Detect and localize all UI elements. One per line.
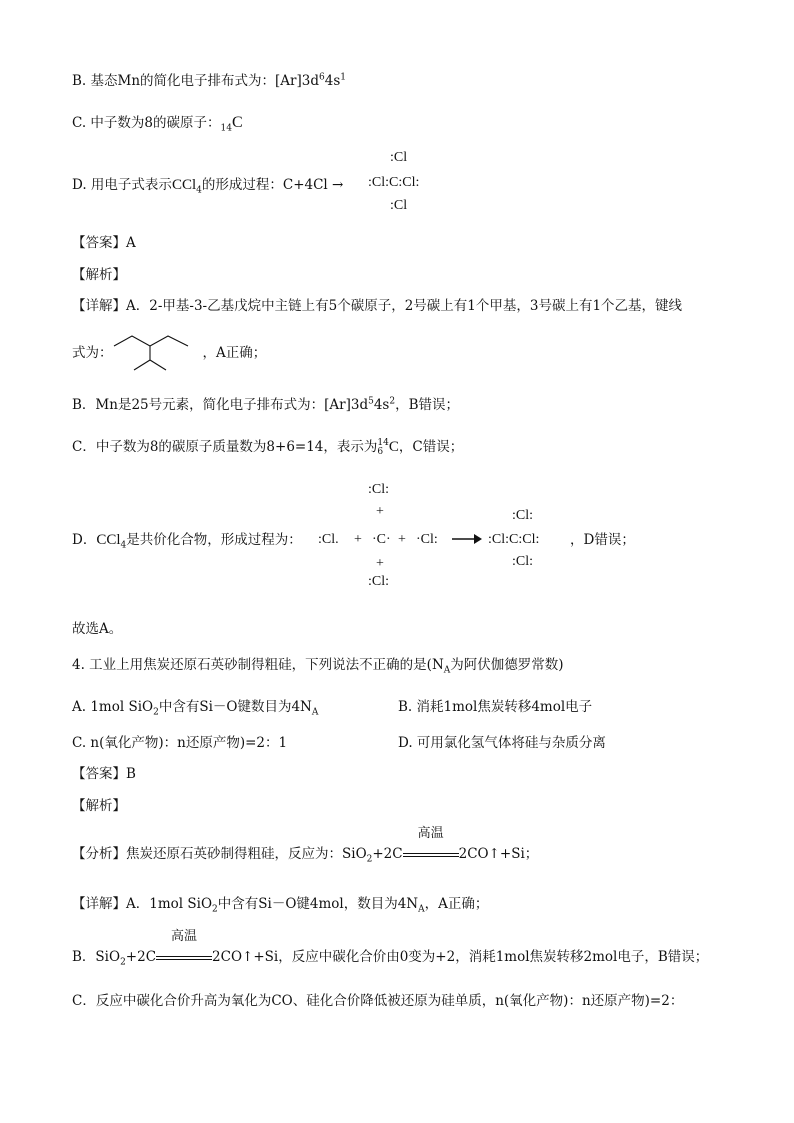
x-detail-a: 【详解】A．1mol SiO$_2$中含有Si－O键4mol，数目为$4N_A$，A正确； — [72, 896, 489, 915]
lewis-ccl4-product: :Cl: :Cl:C:Cl: :Cl: — [488, 508, 540, 569]
arrow-icon: → — [332, 177, 344, 193]
option-d: D. 用电子式表示CCl$_4$的形成过程：C+4Cl → — [72, 177, 344, 196]
analysis-label-1: 【解析】 — [72, 267, 126, 283]
detail-b: B．Mn是25号元素，简化电子排布式为：$[Ar]3d^54s^2$，B错误； — [72, 396, 460, 413]
detail-d-suffix: ，D错误； — [570, 532, 635, 548]
x-detail-b: B．SiO$_2$+2C 高温 2CO↑+Si，反应中碳化合价由0变为+2，消耗1mol焦炭转移2mol电子，B错误； — [72, 929, 709, 968]
skeletal-formula — [112, 328, 196, 374]
lewis-formation-process: :Cl: + :Cl. + ·C· + ·Cl: + :Cl: — [318, 482, 438, 589]
question-4-stem: 4. 工业上用焦炭还原石英砂制得粗硅，下列说法不正确的是($N_A$为阿伏伽德罗常数) — [72, 657, 564, 676]
reaction-condition: 高温 — [156, 948, 212, 966]
detail-c: C．中子数为8的碳原子质量数为8+6=14，表示为 14 6 C，C错误； — [72, 437, 464, 457]
arrow-icon — [452, 532, 482, 546]
conclusion: 故选A。 — [72, 621, 123, 637]
analysis-label-2: 【解析】 — [72, 798, 126, 814]
q4-option-a: A. 1mol SiO$_2$中含有Si－O键数目为$4N_A$ — [72, 699, 319, 718]
q4-option-c: C. n(氧化产物)：n还原产物)=2：1 — [72, 735, 288, 751]
option-c: C. 中子数为8的碳原子：$_{14}$C — [72, 114, 243, 134]
answer-label-2: 【答案】B — [72, 766, 136, 782]
q4-option-d: D. 可用氯化氢气体将硅与杂质分离 — [398, 735, 606, 751]
detail-d: D．CCl$_4$是共价化合物，形成过程为： — [72, 532, 302, 551]
x-detail-c: C．反应中碳化合价升高为氧化为CO、硅化合价降低被还原为硅单质，n(氧化产物)：n还原产物)=2： — [72, 993, 684, 1009]
reaction-condition: 高温 — [403, 845, 459, 863]
answer-label-1: 【答案】A — [72, 235, 136, 251]
detail-a-line-2: 式为： ，A正确； — [72, 345, 267, 361]
fenxi-line: 【分析】焦炭还原石英砂制得粗硅，反应为：SiO$_2$+2C 高温 2CO↑+Si； — [72, 826, 539, 865]
detail-a-line-1: 【详解】A．2-甲基-3-乙基戊烷中主链上有5个碳原子，2号碳上有1个甲基，3号碳上有1个乙基，键线 — [72, 298, 683, 314]
lewis-ccl4-option-d: :Cl :Cl:C:Cl: :Cl — [368, 150, 420, 213]
q4-option-b: B. 消耗1mol焦炭转移4mol电子 — [398, 699, 593, 715]
option-b: B. 基态Mn的简化电子排布式为：$[Ar]3d^64s^1$ — [72, 72, 346, 89]
